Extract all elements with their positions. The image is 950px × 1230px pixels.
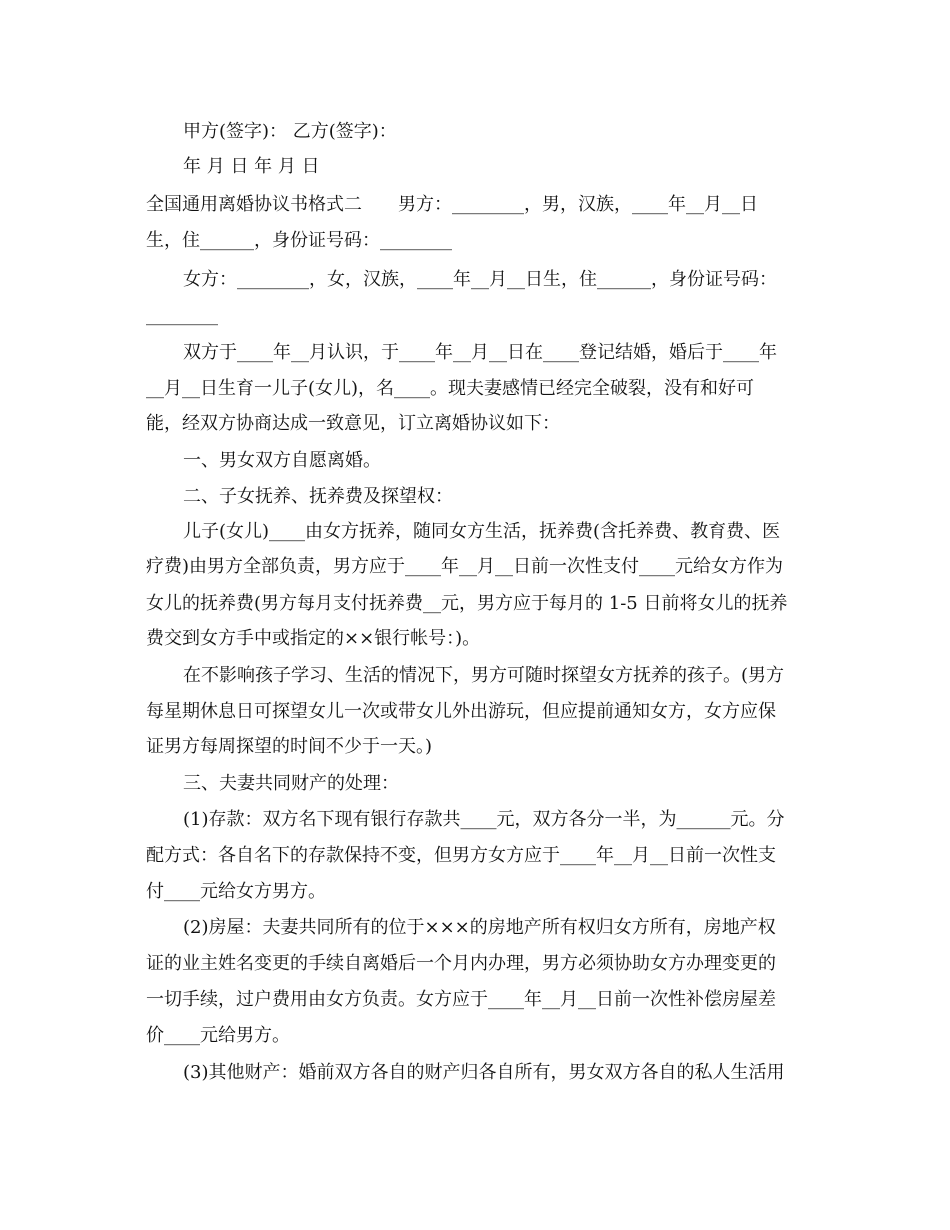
male-party-continued: 生，住______，身份证号码：________ [146,230,452,251]
paragraph-line: 双方于____年__月认识，于____年__月__日在____登记结婚，婚后于____年 [183,342,777,363]
section-heading-and-male-party: 全国通用离婚协议书格式二 男方：________，男，汉族，____年__月__日 [146,194,758,215]
paragraph-line: __月__日生育一儿子(女儿)，名____。现夫妻感情已经完全破裂，没有和好可 [146,378,755,399]
paragraph-line: 价____元给男方。 [146,1025,290,1046]
paragraph-line: 每星期休息日可探望女儿一次或带女儿外出游玩，但应提前通知女方，女方应保 [146,701,776,722]
paragraph-line: (3)其他财产：婚前双方各自的财产归各自所有，男女双方各自的私人生活用 [183,1062,785,1083]
paragraph-line: 女儿的抚养费(男方每月支付抚养费__元，男方应于每月的 1-5 日前将女儿的抚养 [146,593,788,614]
paragraph-line: 证的业主姓名变更的手续自离婚后一个月内办理，男方必须协助女方办理变更的 [146,953,776,974]
clause-heading: 二、子女抚养、抚养费及探望权： [183,486,453,507]
paragraph-line: (1)存款：双方名下现有银行存款共____元，双方各分一半，为______元。分 [183,809,785,830]
paragraph-line: 配方式：各自名下的存款保持不变，但男方女方应于____年__月__日前一次性支 [146,845,776,866]
paragraph-line: 儿子(女儿)____由女方抚养，随同女方生活，抚养费(含托养费、教育费、医 [183,521,781,542]
clause-heading: 三、夫妻共同财产的处理： [183,773,399,794]
female-party: 女方：________，女，汉族，____年__月__日生，住______，身份证号码： [183,269,777,290]
paragraph-line: 一切手续，过户费用由女方负责。女方应于____年__月__日前一次性补偿房屋差 [146,989,776,1010]
date-line: 年 月 日 年 月 日 [183,156,320,177]
paragraph-line: 证男方每周探望的时间不少于一天。) [146,736,433,757]
paragraph-line: (2)房屋：夫妻共同所有的位于×××的房地产所有权归女方所有，房地产权 [183,917,776,938]
paragraph-line: 在不影响孩子学习、生活的情况下，男方可随时探望女方抚养的孩子。(男方 [183,665,785,686]
female-party-id-blank: ________ [146,305,218,326]
paragraph-line: 付____元给女方男方。 [146,881,326,902]
paragraph-line: 疗费)由男方全部负责，男方应于____年__月__日前一次性支付____元给女方作为 [146,556,784,577]
clause-heading: 一、男女双方自愿离婚。 [183,450,381,471]
paragraph-line: 能，经双方协商达成一致意见，订立离婚协议如下： [146,413,560,434]
paragraph-line: 费交到女方手中或指定的××银行帐号：)。 [146,628,481,649]
signature-line: 甲方(签字)： 乙方(签字)： [183,121,397,142]
